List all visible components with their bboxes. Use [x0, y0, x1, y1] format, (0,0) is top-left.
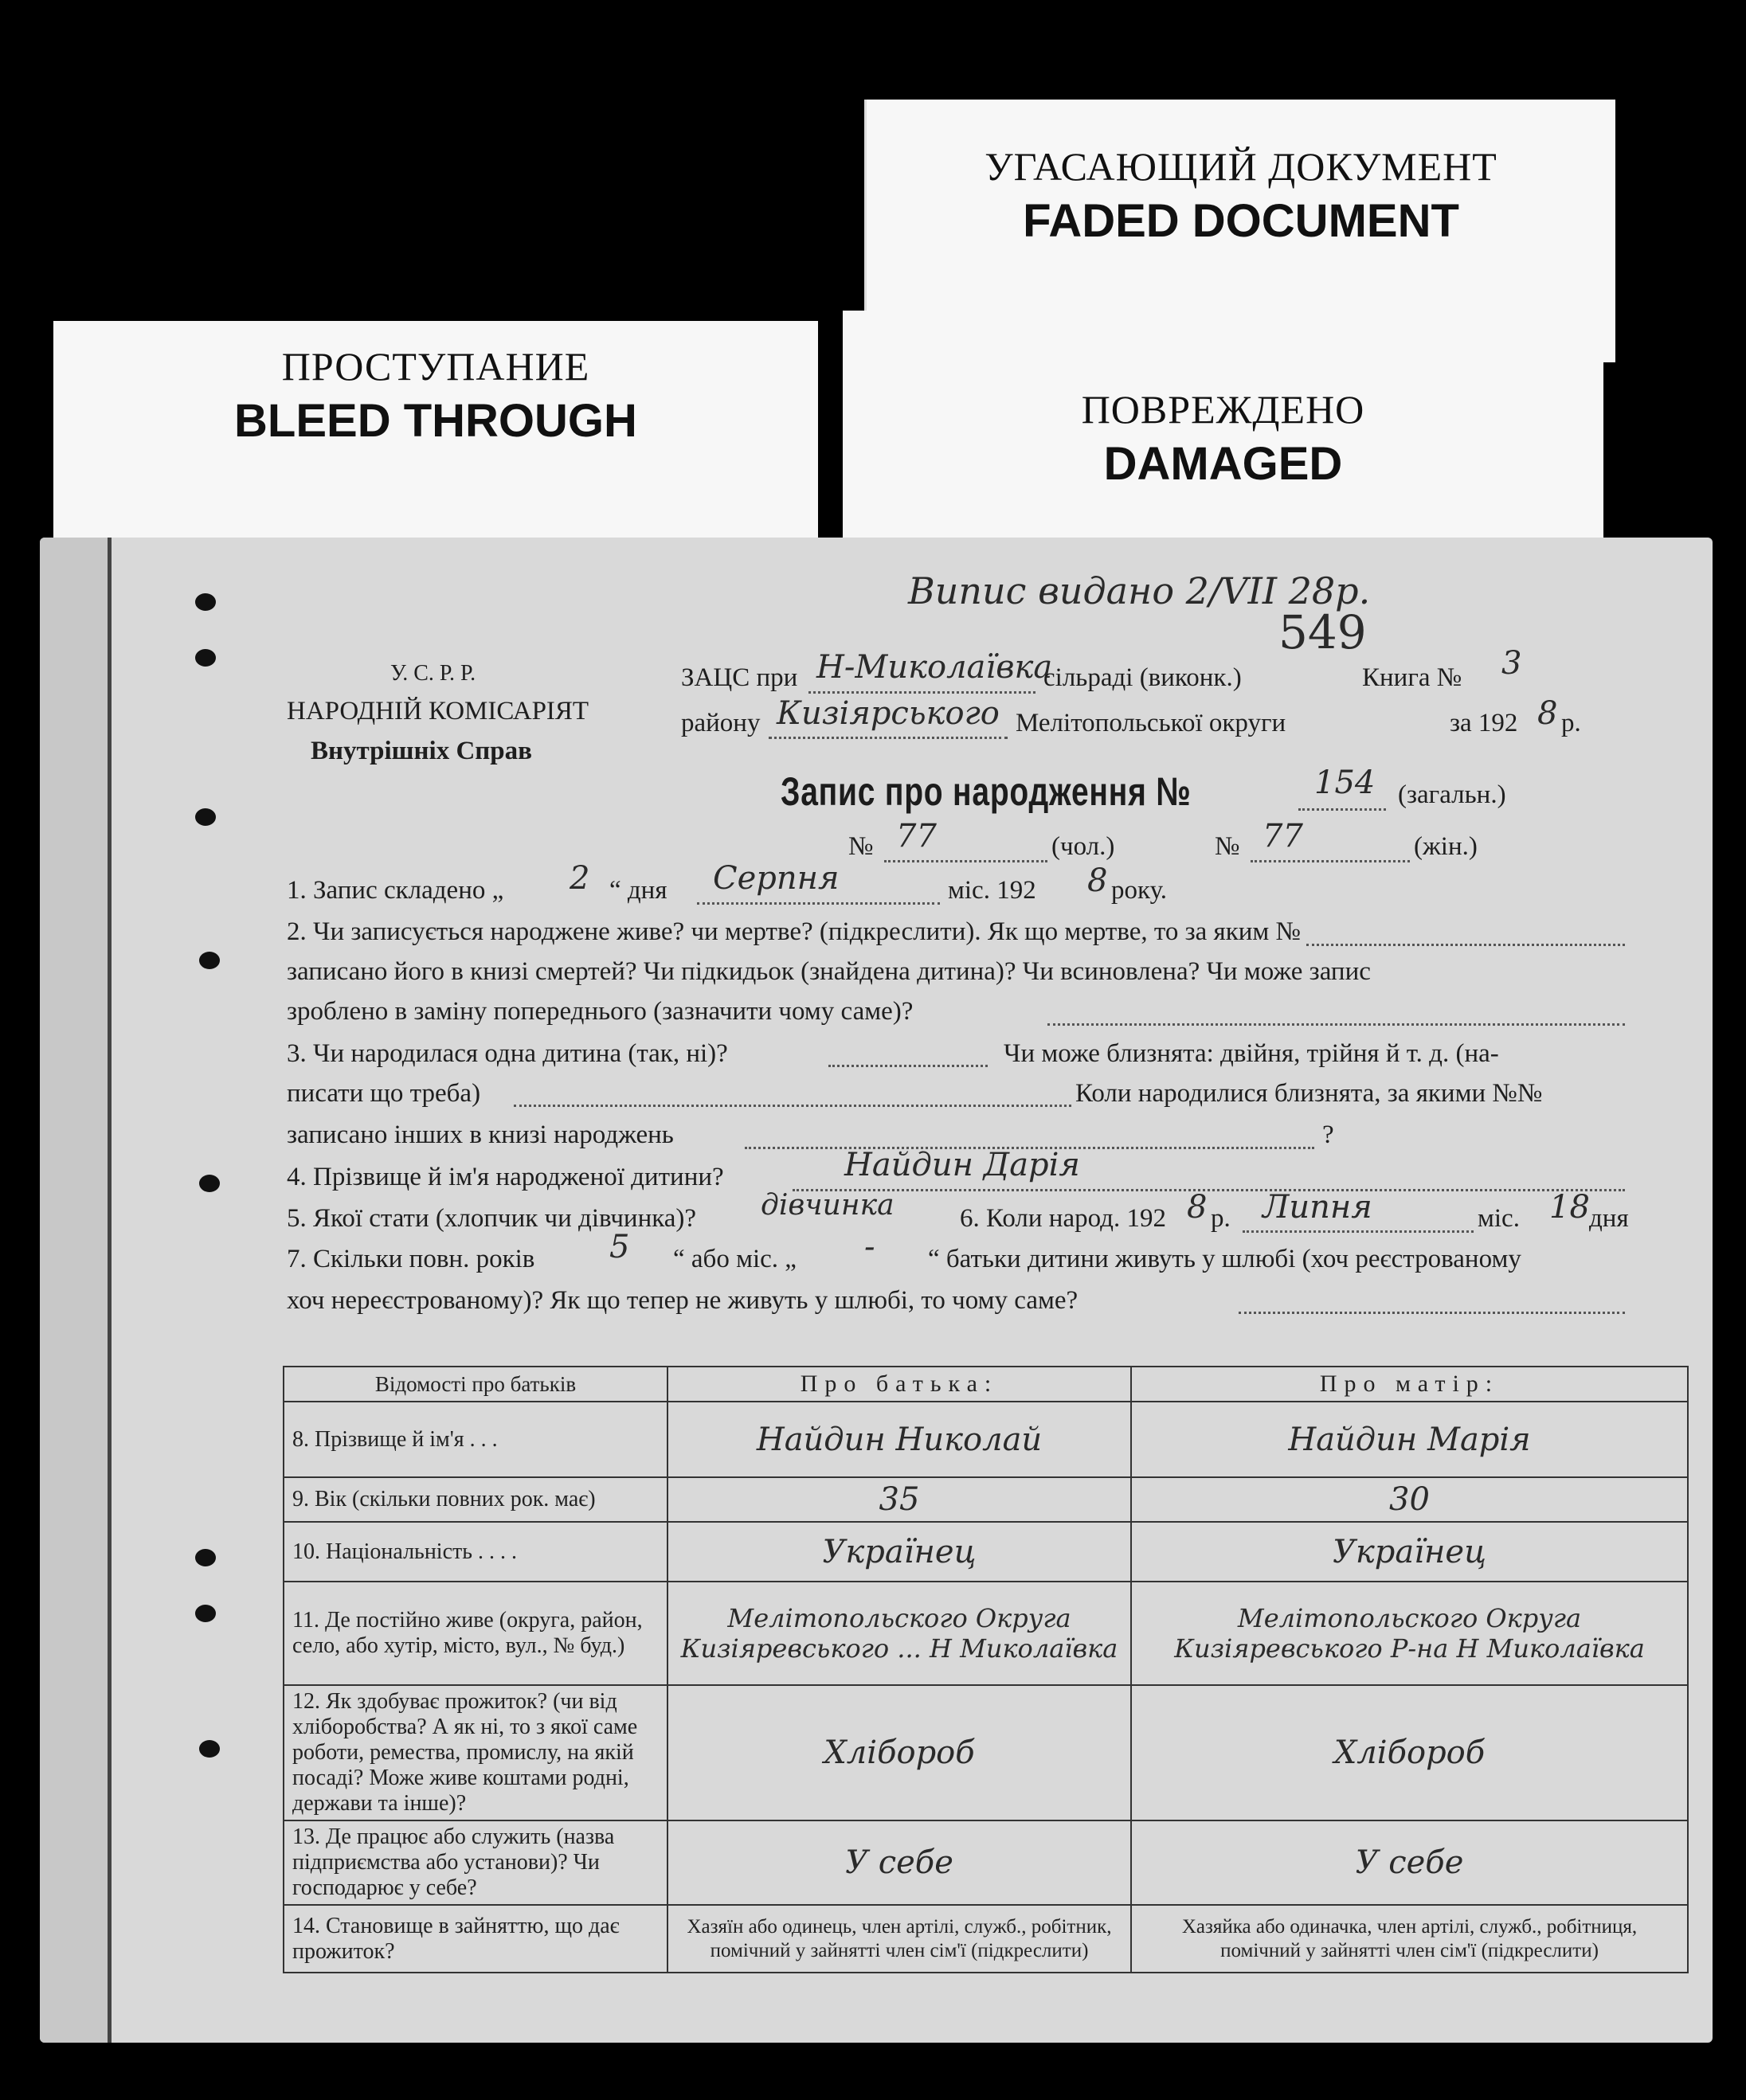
row-question: 11. Де постійно живе (округа, район, село, або хутір, місто, вул., № буд.)	[284, 1582, 667, 1685]
year-digit: 8	[1537, 695, 1558, 732]
father-answer: Найдин Николай	[667, 1402, 1131, 1477]
ministry-heading: Внутрішніх Справ	[311, 737, 532, 765]
zags-label: ЗАЦС при	[681, 663, 798, 692]
q7-line2: хоч нереєстрованому)? Як що тепер не живуть у шлюбі, то чому саме?	[287, 1286, 1079, 1315]
table-row	[284, 1905, 1688, 1973]
table-row	[284, 1820, 1688, 1905]
binding-spine	[40, 538, 112, 2043]
q1-year-digit: 8	[1087, 862, 1108, 899]
bleed-ru-text: ПРОСТУПАНИЕ	[281, 344, 590, 389]
damaged-label	[843, 311, 1603, 549]
father-occupation-status: Хазяїн або одинець, член артілі, служб., робітник, помічний у зайнятті член сім'ї (підкреслити)	[667, 1905, 1131, 1973]
commissariat-heading: НАРОДНІЙ КОМІСАРІЯТ	[287, 697, 589, 725]
father-answer: Хлібороб	[667, 1685, 1131, 1820]
q1-label: 1. Запис складено „	[287, 876, 504, 905]
q2-line1-dots	[1306, 944, 1625, 946]
q4-line	[793, 1189, 1625, 1191]
district-label: району	[681, 709, 761, 737]
q6-label: 6. Коли народ. 192	[960, 1204, 1166, 1233]
row-question: 9. Вік (скільки повних рок. має)	[284, 1477, 667, 1522]
mother-answer: Мелітопольского Округа Кизіяревського Р-на Н Миколаївка	[1131, 1582, 1688, 1685]
q5-label: 5. Якої стати (хлопчик чи дівчинка)?	[287, 1204, 697, 1233]
page-title: Запис про народження №	[781, 769, 1192, 814]
female-line	[1251, 860, 1410, 862]
faded-en-text: FADED DOCUMENT	[1023, 195, 1459, 247]
q3-line2-dots	[514, 1105, 1071, 1107]
father-answer: У себе	[667, 1820, 1131, 1905]
total-suffix: (загальн.)	[1398, 780, 1506, 809]
q1-day: 2	[570, 860, 590, 897]
q7-line2-dots	[1239, 1312, 1625, 1314]
punch-hole	[195, 808, 216, 826]
district-line	[769, 737, 1008, 739]
q1-month-line	[697, 902, 940, 905]
years-married: 5	[609, 1229, 630, 1265]
q1-year-label: міс. 192	[948, 876, 1036, 905]
q7-months-label: “ або міс. „	[673, 1245, 797, 1273]
village-value: Н-Миколаївка	[816, 649, 1053, 686]
village-line	[808, 691, 1035, 694]
child-sex: дівчинка	[761, 1189, 895, 1222]
birth-month: Липня	[1263, 1189, 1372, 1226]
female-no-value: 77	[1263, 818, 1303, 854]
col-header-info: Відомості про батьків	[284, 1367, 667, 1402]
q3-line3b: ?	[1322, 1120, 1334, 1149]
col-header-father: Про батька:	[667, 1367, 1131, 1402]
punch-hole	[199, 1740, 220, 1758]
female-suffix: (жін.)	[1414, 832, 1478, 861]
usrr-heading: У. С. Р. Р.	[390, 661, 476, 686]
q6-day-label: дня	[1589, 1204, 1629, 1233]
male-suffix: (чол.)	[1051, 832, 1115, 861]
q6-year-suffix: р.	[1211, 1204, 1231, 1233]
table-row	[284, 1477, 1688, 1522]
q3-line2b: Коли народилися близнята, за якими №№	[1075, 1079, 1543, 1108]
table-header-row	[284, 1367, 1688, 1402]
child-name: Найдин Дарія	[844, 1147, 1080, 1183]
book-number: 3	[1501, 645, 1522, 682]
row-question: 10. Національність . . . .	[284, 1522, 667, 1582]
q1-year-suffix: року.	[1111, 876, 1168, 905]
punch-hole	[199, 952, 220, 969]
mother-answer: Хлібороб	[1131, 1685, 1688, 1820]
q7-label: 7. Скільки повн. років	[287, 1245, 535, 1273]
mother-answer: 30	[1131, 1477, 1688, 1522]
birth-record-sheet	[40, 538, 1713, 2043]
punch-hole	[195, 593, 216, 611]
months-married: -	[864, 1229, 875, 1265]
mother-answer: У себе	[1131, 1820, 1688, 1905]
district-value: Кизіярського	[777, 695, 1000, 732]
book-label: Книга №	[1362, 663, 1462, 692]
q3-line3a: записано інших в книзі народжень	[287, 1120, 674, 1149]
male-line	[884, 860, 1047, 862]
record-total-value: 154	[1314, 765, 1376, 801]
q3-line1b: Чи може близнята: двійня, трійня й т. д. (на-	[1004, 1039, 1499, 1068]
extract-issued-note: Випис видано 2/VII 28р.	[908, 569, 1371, 612]
year-suffix: р.	[1561, 709, 1581, 737]
table-row	[284, 1522, 1688, 1582]
female-no-label: №	[1215, 832, 1240, 861]
row-question: 14. Становище в зайняттю, що дає прожиток?	[284, 1905, 667, 1973]
punch-hole	[195, 1605, 216, 1622]
q2-line3-dots	[1047, 1023, 1625, 1026]
faded-ru-text: УГАСАЮЩИЙ ДОКУМЕНТ	[985, 144, 1497, 189]
okruha-label: Мелітопольської округи	[1016, 709, 1286, 737]
damaged-ru-text: ПОВРЕЖДЕНО	[1081, 387, 1365, 432]
damaged-en-text: DAMAGED	[1103, 438, 1343, 490]
q1-day-label: “ дня	[609, 876, 667, 905]
parents-table	[283, 1366, 1689, 1973]
q2-line3: зроблено в заміну попереднього (зазначити чому саме)?	[287, 997, 914, 1026]
q3-line1-dots	[828, 1065, 988, 1067]
q4-label: 4. Прізвище й ім'я народженої дитини?	[287, 1163, 724, 1191]
col-header-mother: Про матір:	[1131, 1367, 1688, 1402]
q6-year-digit: 8	[1187, 1189, 1208, 1226]
male-no-value: 77	[896, 818, 937, 854]
q1-month: Серпня	[713, 860, 840, 897]
father-answer: Мелітопольского Округа Кизіяревського ... Н Миколаївка	[667, 1582, 1131, 1685]
q2-line1: 2. Чи записується народжене живе? чи мертве? (підкреслити). Як що мертве, то за яким №	[287, 917, 1302, 946]
q2-line2: записано його в книзі смертей? Чи підкидьок (знайдена дитина)? Чи всиновлена? Чи може запис	[287, 957, 1371, 986]
row-question: 8. Прізвище й ім'я . . .	[284, 1402, 667, 1477]
table-row	[284, 1582, 1688, 1685]
father-answer: 35	[667, 1477, 1131, 1522]
table-row	[284, 1402, 1688, 1477]
q7-rest: “ батьки дитини живуть у шлюбі (хоч реєстрованому	[928, 1245, 1521, 1273]
bleed-through-label	[53, 321, 818, 560]
male-no-label: №	[848, 832, 874, 861]
record-total-line	[1298, 808, 1386, 811]
bleed-en-text: BLEED THROUGH	[234, 395, 637, 447]
mother-occupation-status: Хазяйка або одиначка, член артілі, служб., робітниця, помічний у зайнятті член сім'ї (підкреслити)	[1131, 1905, 1688, 1973]
birth-day: 18	[1549, 1189, 1590, 1226]
q6-month-label: міс.	[1478, 1204, 1520, 1233]
q3-line1a: 3. Чи народилася одна дитина (так, ні)?	[287, 1039, 728, 1068]
father-answer: Українец	[667, 1522, 1131, 1582]
punch-hole	[195, 1549, 216, 1566]
year-label: за 192	[1450, 709, 1518, 737]
q6-month-line	[1243, 1230, 1474, 1233]
row-question: 12. Як здобуває прожиток? (чи від хліборобства? А як ні, то з якої саме роботи, ремества, промислу, на якій посаді? Може живе коштами родні, держави та інше)?	[284, 1685, 667, 1820]
mother-answer: Найдин Марія	[1131, 1402, 1688, 1477]
row-question: 13. Де працює або служить (назва підприємства або установи)? Чи господарює у себе?	[284, 1820, 667, 1905]
q3-line2a: писати що треба)	[287, 1079, 481, 1108]
punch-hole	[199, 1175, 220, 1192]
village-council-label: сільраді (виконк.)	[1043, 663, 1242, 692]
table-row	[284, 1685, 1688, 1820]
mother-answer: Українец	[1131, 1522, 1688, 1582]
archive-number: 549	[1278, 605, 1367, 659]
punch-hole	[195, 649, 216, 667]
